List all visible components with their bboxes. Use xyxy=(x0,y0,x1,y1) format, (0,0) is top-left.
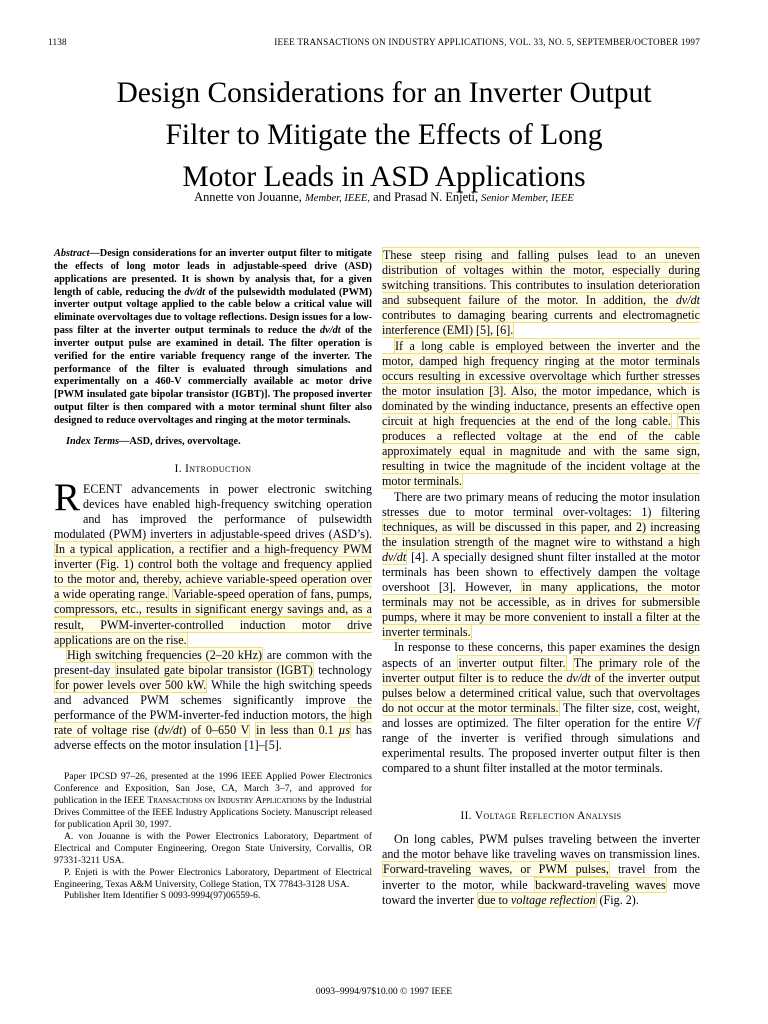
page-footer: 0093–9994/97$10.00 © 1997 IEEE xyxy=(315,986,453,997)
abstract-text-1: Design considerations for an inverter output filter to mitigate the effects of long motor leads in adjustable-speed drive (ASD) applications are presented. It is shown by analysis that, for a given length of cable, reducing the xyxy=(54,248,372,298)
right-p1-math: dv/dt xyxy=(675,293,700,308)
sec2-p1-text-c: travel from the inverter to the motor, while xyxy=(382,862,700,892)
intro-p2-text-h: in less than 0.1 xyxy=(256,723,334,738)
intro-p2-text-g: high rate of voltage rise ( xyxy=(54,708,372,738)
intro-paragraph-2 xyxy=(54,648,372,754)
right-p1-text-a: These steep rising and falling pulses lead to an uneven distribution of voltages within the motor, especially during switching transitions. This contributes to insulation deterioration and subsequent failure of the motor. In addition, the xyxy=(382,248,700,308)
section-2-heading: II. Voltage Reflection Analysis xyxy=(460,810,622,823)
footnote-1-text-b: by the Industrial Drives Committee of the IEEE Industry Applications Society. Manuscript released for publication April 30, 1997. xyxy=(54,795,372,830)
intro-p2-text-b: are common with the present-day xyxy=(54,647,372,677)
highlight-span[interactable]: Forward-traveling waves, or PWM pulses, xyxy=(383,862,609,877)
author-2-name: Prasad N. Enjeti, xyxy=(394,190,479,204)
sec2-p1-italic: voltage reflection xyxy=(510,892,596,907)
footnote-3: P. Enjeti is with the Power Electronics Laboratory, Department of Electrical Engineering, Texas A&M University, College Station, TX 77843-3128 USA. xyxy=(54,866,372,890)
intro-p2-text-i: has adverse effects on the motor insulation [1]–[5]. xyxy=(54,723,372,753)
index-terms-text: ASD, drives, overvoltage. xyxy=(129,435,241,447)
page-number: 1138 xyxy=(48,37,67,47)
right-p3-math: dv/dt xyxy=(382,549,407,564)
right-p4-text-c: The primary role of the inverter output filter is to reduce the xyxy=(382,655,700,685)
intro-p2-text-f: While the high switching speeds and advanced PWM schemes significantly improve the performance of the PWM-inverter-fed induction motors, the xyxy=(54,677,372,723)
highlight-span[interactable]: insulated gate bipolar transistor (IGBT) xyxy=(115,662,313,677)
right-paragraph-3 xyxy=(382,490,700,641)
highlight-span[interactable]: In a typical application, a rectifier and a high-frequency PWM inverter (Fig. 1) control both the voltage and frequency applied to the motor and, thereby, achieve variable-speed operation over a wide operating range. xyxy=(54,542,372,602)
paper-title xyxy=(60,72,708,198)
right-paragraph-4 xyxy=(382,640,700,776)
highlight-span[interactable]: Variable-speed operation of fans, pumps, compressors, etc., results in significant energy savings and, as a result, PWM-inverter-controlled induction motor drive applications are on the rise. xyxy=(54,587,372,647)
intro-p2-math-h: µs xyxy=(338,723,351,738)
highlight-span[interactable]: This produces a reflected voltage at the end of the cable approximately equal in magnitude and with the same sign, resulting in twice the magnitude of the incident voltage at the motor terminals. xyxy=(382,414,700,489)
highlight-span[interactable] xyxy=(255,722,351,738)
highlight-span[interactable]: for power levels over 500 kW. xyxy=(55,677,207,692)
drop-cap: R xyxy=(54,475,81,519)
right-p4-math-2: V/f xyxy=(685,715,700,730)
index-terms-lead: Index Terms— xyxy=(66,435,130,447)
sec2-p1-text-a: On long cables, PWM pulses traveling between the inverter and the motor behave like traveling waves on transmission lines. xyxy=(382,832,700,862)
sec2-p1-text-f: due to xyxy=(478,892,508,907)
abstract-lead: Abstract— xyxy=(54,248,100,259)
sec2-p1-text-h: (Fig. 2). xyxy=(599,892,639,907)
right-p3-text-c: [4]. A specially designed shunt filter installed at the motor terminals has been shown to effectively dampen the voltage overshoot [3]. However, xyxy=(382,549,700,595)
title-line-1: Design Considerations for an Inverter Output xyxy=(116,77,652,109)
intro-p2-text-g-end: ) of 0–650 V xyxy=(182,723,250,738)
right-p1-text-b: contributes to damaging bearing currents and electromagnetic interference (EMI) [5], [6]. xyxy=(382,308,700,338)
intro-paragraph-1 xyxy=(54,475,372,648)
intro-p2-text-d: technology xyxy=(318,662,373,677)
right-p4-text-a: In response to these concerns, this paper examines the design aspects of an xyxy=(382,640,700,670)
highlight-span[interactable] xyxy=(477,892,596,908)
right-paragraph-2 xyxy=(382,339,700,490)
abstract-math-1: dv/dt xyxy=(184,286,206,298)
sec2-p1-text-e: move toward the inverter xyxy=(382,877,700,907)
title-line-2: Filter to Mitigate the Effects of Long xyxy=(165,119,603,151)
right-p4-text-d: of the inverter output pulses below a determined critical value, such that overvoltages do not occur at the motor terminals. xyxy=(382,670,700,715)
highlight-span[interactable] xyxy=(382,247,700,338)
highlight-span[interactable]: inverter output filter. xyxy=(458,655,566,670)
title-line-3: Motor Leads in ASD Applications xyxy=(182,161,586,193)
intro-p2-math-g: dv/dt xyxy=(158,723,183,738)
footnote-1 xyxy=(54,771,372,831)
author-1-name: Annette von Jouanne, xyxy=(194,190,302,204)
author-line xyxy=(48,190,720,205)
right-p4-math: dv/dt xyxy=(566,670,591,685)
abstract-math-2: dv/dt xyxy=(320,325,341,337)
section-2-paragraph-1 xyxy=(382,832,700,907)
right-p3-text-b: techniques, as will be discussed in this paper, and 2) increasing the insulation strength of the magnet wire to withstand a high xyxy=(382,519,700,549)
abstract-text-3: of the inverter output pulse are examined in detail. The filter operation is verified for the entire variable frequency range of the inverter. The performance of the filter is evaluated through simulations and experimentally on a 460-V commercially available ac motor drive [PWM insulated gate bipolar transistor (IGBT)]. The proposed inverter output filter is then compared with a motor terminal shunt filter also designed to reduce overvoltages and ringing at the motor terminals. xyxy=(54,325,372,426)
abstract xyxy=(54,248,372,428)
right-p3-text-a: There are two primary means of reducing the motor insulation stresses due to motor terminal over-voltages: 1) filtering xyxy=(382,489,700,519)
footnote-1-journal: Transactions on Industry Applications xyxy=(147,795,307,807)
author-joiner: and xyxy=(373,190,391,204)
right-p4-text-e: The filter size, cost, weight, and losses are optimized. The filter operation for the entire xyxy=(382,700,701,730)
intro-p1-text-a: ECENT advancements in power electronic switching devices have enabled high-frequency switching operation and has improved the performance of pulsewidth modulated (PWM) inverters in adjustable-speed drives (ASD’s). xyxy=(54,481,372,541)
footnote-2: A. von Jouanne is with the Power Electronics Laboratory, Department of Electrical and Computer Engineering, Oregon State University, Corvallis, OR 97331-3211 USA. xyxy=(54,830,372,866)
journal-name: IEEE TRANSACTIONS ON INDUSTRY APPLICATIONS, VOL. 33, NO. 5, SEPTEMBER/OCTOBER 1997 xyxy=(274,37,700,47)
index-terms xyxy=(54,436,372,449)
author-2-affiliation: Senior Member, IEEE xyxy=(481,193,574,204)
right-column xyxy=(382,248,700,908)
right-paragraph-1 xyxy=(382,248,700,339)
footnote-4: Publisher Item Identifier S 0093-9994(97)06559-6. xyxy=(64,890,261,902)
highlight-span[interactable]: If a long cable is employed between the inverter and the motor, damped high frequency ringing at the motor terminals occurs resulting in excessive overvoltage which further stresses the motor insulation [3]. Also, the motor impedance, which is dominated by the winding inductance, presents an effective open circuit at high frequencies at the end of the long cable. xyxy=(382,338,700,429)
highlight-span[interactable]: High switching frequencies (2–20 kHz) xyxy=(67,647,262,662)
section-1-heading: I. Introduction xyxy=(174,462,252,475)
footnote-1-text-a: Paper IPCSD 97–26, presented at the 1996 IEEE Applied Power Electronics Conference and Exposition, San Jose, CA, March 3–7, and approved for publication in the IEEE xyxy=(54,771,372,807)
highlight-span[interactable]: backward-traveling waves xyxy=(535,877,666,892)
abstract-text-2: of the pulsewidth modulated (PWM) inverter output voltage applied to the cable below a critical value will eliminate overvoltages due to voltage reflections. Design issues for a low-pass filter at the inverter output terminals to reduce the xyxy=(54,286,373,337)
right-p4-text-f: range of the inverter is verified through simulations and experimental results. The proposed inverter output filter is then compared to a shunt filter installed at the motor terminals. xyxy=(382,731,700,776)
author-1-affiliation: Member, IEEE, xyxy=(304,193,370,204)
highlight-span[interactable]: in many applications, the motor terminals may not be accessible, as in drives for submersible pumps, where it may be more convenient to install a filter at the inverter terminals. xyxy=(382,580,701,640)
left-column xyxy=(54,248,372,902)
